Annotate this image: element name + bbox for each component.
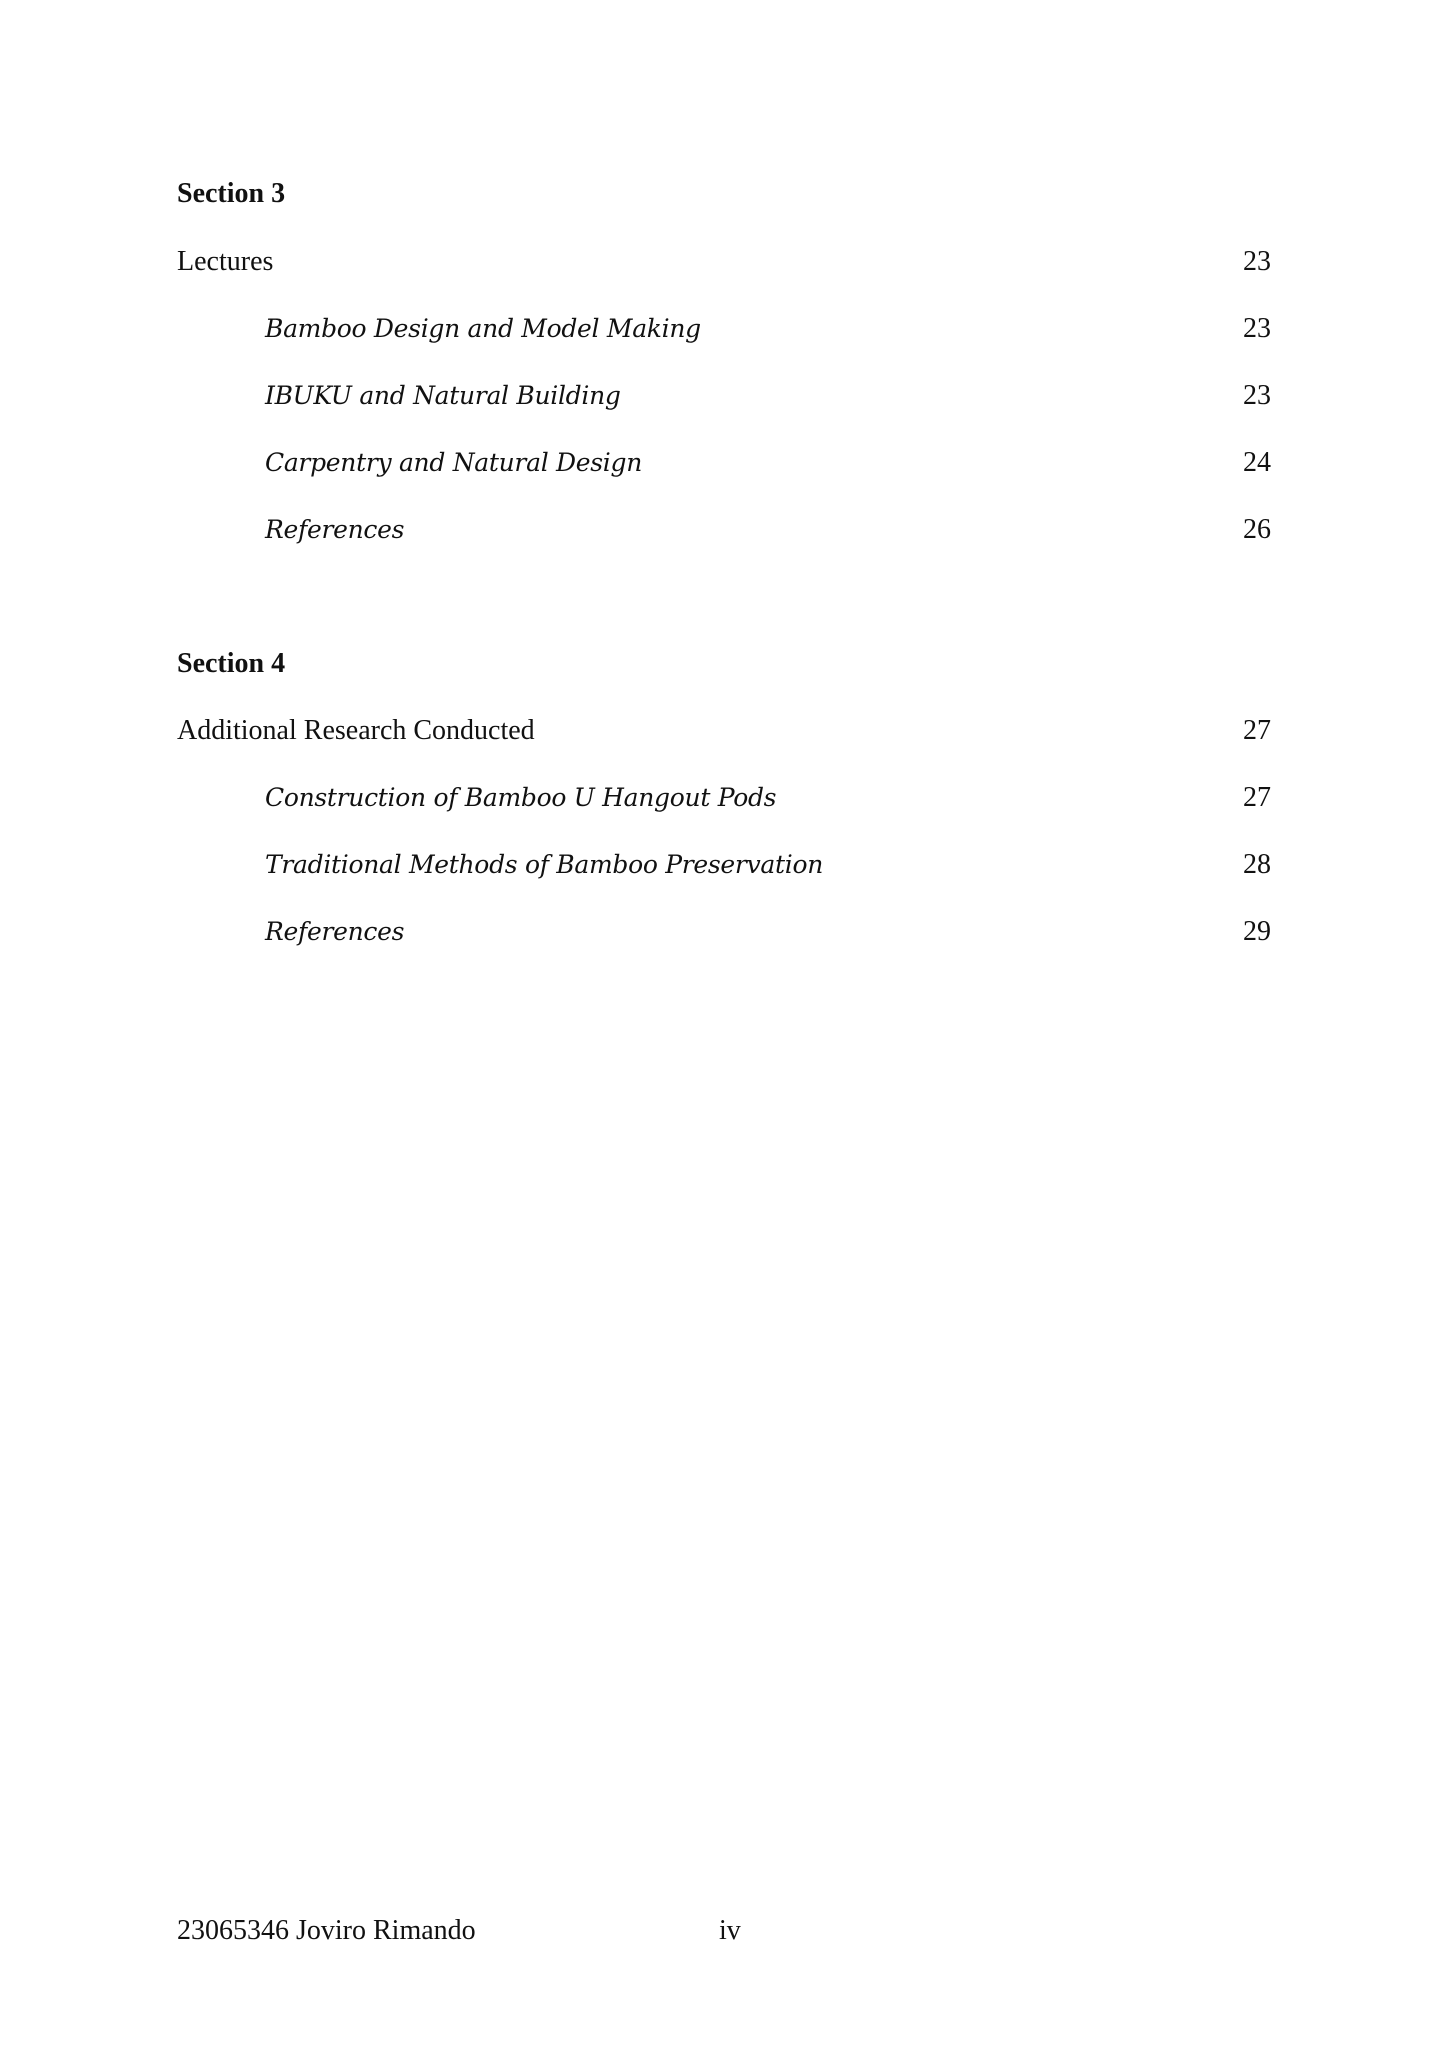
- toc-subentry-title: Bamboo Design and Model Making: [265, 314, 701, 343]
- section-heading-text: Section 4: [177, 648, 286, 679]
- toc-entry-page: 29: [1243, 916, 1271, 947]
- toc-entry-page: 23: [1243, 380, 1271, 411]
- toc-subentry-title: Carpentry and Natural Design: [265, 448, 643, 477]
- toc-subentry-hangout-pods[interactable]: [177, 778, 1271, 818]
- toc-entry-page: 23: [1243, 246, 1271, 277]
- toc-entry-page: 24: [1243, 447, 1271, 478]
- toc-entry-page: 26: [1243, 514, 1271, 545]
- toc-entry-additional-research[interactable]: [177, 711, 1271, 751]
- toc-subentry-ibuku[interactable]: [177, 376, 1271, 416]
- toc-entry-page: 27: [1243, 715, 1271, 746]
- toc-entry-page: 27: [1243, 782, 1271, 813]
- toc-subentry-title: References: [265, 917, 405, 946]
- section-3-heading: [177, 174, 1271, 214]
- toc-subentry-title: Construction of Bamboo U Hangout Pods: [265, 783, 777, 812]
- toc-entry-page: 28: [1243, 849, 1271, 880]
- section-4-heading: [177, 644, 1271, 684]
- section-heading-text: Section 3: [177, 178, 286, 209]
- toc-subentry-title: Traditional Methods of Bamboo Preservation: [265, 850, 823, 879]
- footer-author: 23065346 Joviro Rimando: [177, 1915, 476, 1946]
- toc-subentry-carpentry[interactable]: [177, 443, 1271, 483]
- toc-entry-page: 23: [1243, 313, 1271, 344]
- toc-entry-lectures[interactable]: [177, 242, 1271, 282]
- footer-page-number: iv: [719, 1915, 741, 1946]
- toc-subentry-references-4[interactable]: [177, 912, 1271, 952]
- toc-subentry-title: IBUKU and Natural Building: [265, 381, 621, 410]
- toc-subentry-preservation[interactable]: [177, 845, 1271, 885]
- toc-subentry-references-3[interactable]: [177, 510, 1271, 550]
- toc-subentry-title: References: [265, 515, 405, 544]
- toc-subentry-bamboo-design[interactable]: [177, 309, 1271, 349]
- toc-entry-title: Additional Research Conducted: [177, 715, 535, 746]
- toc-entry-title: Lectures: [177, 246, 274, 277]
